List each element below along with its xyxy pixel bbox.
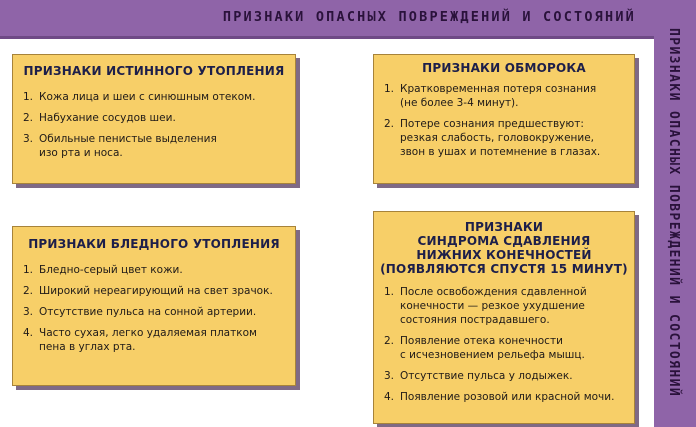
list-item (23, 284, 289, 298)
card-list (384, 82, 628, 159)
list-item (23, 90, 287, 104)
list-item (384, 117, 628, 159)
item-number: 2. (384, 118, 395, 130)
card-title: ПРИЗНАКИ СИНДРОМА СДАВЛЕНИЯ НИЖНИХ КОНЕЧНОСТЕЙ (ПОЯВЛЯЮТСЯ СПУСТЯ 15 МИНУТ) (380, 220, 628, 276)
list-item (384, 82, 628, 110)
card-compression-syndrome (373, 211, 635, 424)
list-item (384, 285, 628, 327)
list-item (384, 390, 628, 404)
side-banner (654, 0, 696, 427)
item-number: 2. (384, 335, 395, 347)
item-text: Отсутствие пульса у лодыжек. (400, 370, 573, 382)
list-item (384, 334, 628, 362)
item-number: 1. (23, 91, 34, 103)
card-title: ПРИЗНАКИ ОБМОРОКА (422, 61, 586, 75)
card-list (23, 263, 289, 354)
item-text: Потере сознания предшествуют: резкая слабость, головокружение, звон в ушах и потемнение в глазах. (400, 118, 601, 158)
item-text: Набухание сосудов шеи. (39, 112, 176, 124)
item-number: 3. (384, 370, 395, 382)
side-title: ПРИЗНАКИ ОПАСНЫХ ПОВРЕЖДЕНИЙ И СОСТОЯНИЙ (666, 28, 681, 398)
item-text: Появление отека конечности с исчезновением рельефа мышц. (400, 335, 585, 361)
item-number: 1. (384, 286, 395, 298)
top-banner (0, 0, 654, 36)
list-item (384, 369, 628, 383)
item-text: Часто сухая, легко удаляемая платком пена в углах рта. (39, 327, 257, 353)
list-item (23, 132, 287, 160)
item-number: 4. (384, 391, 395, 403)
page-title: ПРИЗНАКИ ОПАСНЫХ ПОВРЕЖДЕНИЙ И СОСТОЯНИЙ (222, 9, 636, 25)
item-number: 4. (23, 327, 34, 339)
item-number: 1. (384, 83, 395, 95)
item-number: 1. (23, 264, 34, 276)
item-text: Обильные пенистые выделения изо рта и носа. (39, 133, 217, 159)
list-item (23, 263, 289, 277)
item-text: Отсутствие пульса на сонной артерии. (39, 306, 257, 318)
item-text: Бледно-серый цвет кожи. (39, 264, 183, 276)
item-number: 3. (23, 133, 34, 145)
card-list (384, 285, 628, 404)
item-text: Появление розовой или красной мочи. (400, 391, 615, 403)
item-text: После освобождения сдавленной конечности — резкое ухудшение состояния пострадавшего. (400, 286, 587, 326)
list-item (23, 305, 289, 319)
card-fainting (373, 54, 635, 184)
item-text: Широкий нереагирующий на свет зрачок. (39, 285, 273, 297)
item-number: 2. (23, 285, 34, 297)
item-text: Кожа лица и шеи с синюшным отеком. (39, 91, 256, 103)
card-list (23, 90, 287, 160)
item-text: Кратковременная потеря сознания (не более 3-4 минут). (400, 83, 597, 109)
list-item (23, 111, 287, 125)
card-title: ПРИЗНАКИ БЛЕДНОГО УТОПЛЕНИЯ (28, 237, 280, 251)
card-pale-drowning (12, 226, 296, 386)
list-item (23, 326, 289, 354)
card-true-drowning (12, 54, 296, 184)
item-number: 3. (23, 306, 34, 318)
item-number: 2. (23, 112, 34, 124)
card-title: ПРИЗНАКИ ИСТИННОГО УТОПЛЕНИЯ (23, 64, 285, 78)
